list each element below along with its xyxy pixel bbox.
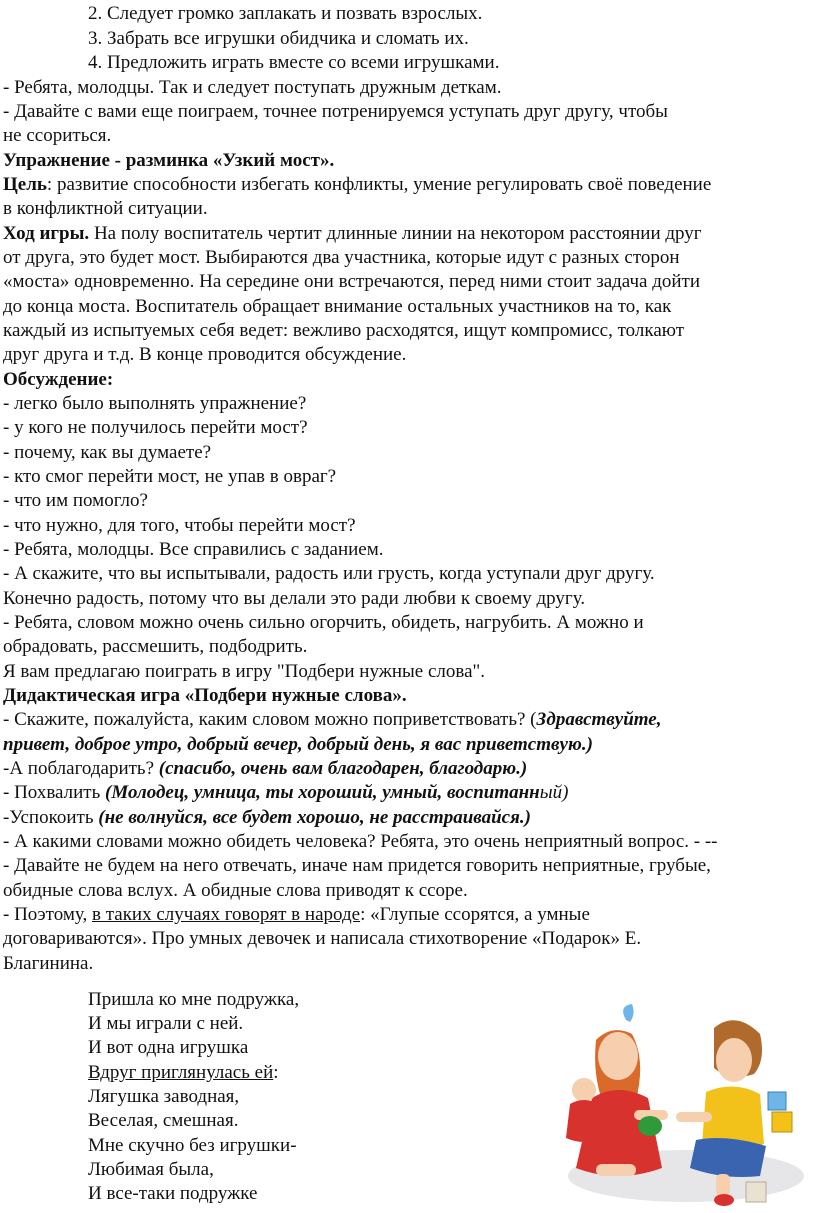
discussion-line: обрадовать, рассмешить, подбодрить.: [3, 636, 308, 657]
answer-line: привет, доброе утро, добрый вечер, добрый день, я вас приветствую.): [3, 734, 593, 755]
proverb-rest: : «Глупые ссорятся, а умные: [360, 904, 590, 925]
discussion-line: - почему, как вы думаете?: [3, 442, 212, 463]
course-line: до конца моста. Воспитатель обращает внимание остальных участников на то, как: [3, 296, 672, 317]
game-question-thank: [3, 757, 527, 781]
shoe: [714, 1194, 734, 1206]
course-line: «моста» одновременно. На середине они встречаются, перед ними стоит задача дойти: [3, 271, 701, 292]
question-text: -А поблагодарить?: [3, 758, 159, 779]
discussion-line: - у кого не получилось перейти мост?: [3, 417, 308, 438]
answer-text: (Молодец, умница, ты хороший, умный, воспитанн: [105, 782, 540, 803]
jeans: [690, 1138, 766, 1177]
course-text: На полу воспитатель чертит длинные линии на некотором расстоянии друг: [89, 223, 702, 244]
girls-playing-illustration: [556, 1000, 808, 1210]
question-text: -Успокоить: [3, 807, 99, 828]
poem-line: Любимая была,: [88, 1159, 214, 1180]
paragraph-line: договариваются». Про умных девочек и написала стихотворение «Подарок» Е.: [3, 928, 642, 949]
answer-text: (не волнуйся, все будет хорошо, не расстраивайся.): [98, 807, 531, 828]
legs: [596, 1164, 636, 1176]
paragraph-line: - А какими словами можно обидеть человека? Ребята, это очень неприятный вопрос. - --: [3, 831, 718, 852]
goal-line: [3, 173, 711, 197]
discussion-line: - Ребята, молодцы. Все справились с заданием.: [3, 539, 384, 560]
frog-toy: [638, 1116, 662, 1136]
doll-toy: [566, 1078, 602, 1142]
proverb-prefix: - Поэтому,: [3, 904, 92, 925]
goal-label: Цель: [3, 174, 47, 195]
discussion-line: Конечно радость, потому что вы делали это ради любви к своему другу.: [3, 588, 586, 609]
exercise-title: Упражнение - разминка «Узкий мост».: [3, 150, 335, 171]
block: [772, 1112, 792, 1132]
list-item-4: 4. Предложить играть вместе со всеми игрушками.: [88, 52, 500, 73]
answer-text: (спасибо, очень вам благодарен, благодарю.): [158, 758, 528, 779]
paragraph-line: - Давайте не будем на него отвечать, иначе нам придется говорить неприятные, грубые,: [3, 855, 711, 876]
answer-text-tail: ый): [539, 782, 569, 803]
discussion-line: - легко было выполнять упражнение?: [3, 393, 307, 414]
doll-body: [566, 1100, 602, 1142]
discussion-line: - Ребята, словом можно очень сильно огорчить, обидеть, нагрубить. А можно и: [3, 612, 644, 633]
answer-text: Здравствуйте,: [536, 709, 662, 730]
question-text: - Похвалить: [3, 782, 106, 803]
hair-bow: [623, 1004, 634, 1022]
poem-line: [88, 1061, 279, 1085]
block: [768, 1092, 786, 1110]
list-item-2: 2. Следует громко заплакать и позвать взрослых.: [88, 3, 483, 24]
poem-underlined: Вдруг приглянулась ей: [88, 1062, 274, 1083]
doll-head: [572, 1078, 596, 1102]
course-line: [3, 222, 702, 246]
paragraph-line: Благинина.: [3, 953, 94, 974]
poem-line: Веселая, смешная.: [88, 1110, 239, 1131]
discussion-line: - кто смог перейти мост, не упав в овраг?: [3, 466, 337, 487]
course-label: Ход игры.: [3, 223, 90, 244]
face: [598, 1032, 638, 1080]
course-line: каждый из испытуемых себя ведет: вежливо расходятся, ищут компромисс, толкают: [3, 320, 685, 341]
course-line: друг друга и т.д. В конце проводится обсуждение.: [3, 344, 407, 365]
paragraph-line: обидные слова вслух. А обидные слова приводят к ссоре.: [3, 880, 468, 901]
goal-text: : развитие способности избегать конфликты, умение регулировать своё поведение: [46, 174, 712, 195]
paragraph-line: - Давайте с вами еще поиграем, точнее потренируемся уступать друг другу, чтобы: [3, 101, 668, 122]
poem-line: Мне скучно без игрушки-: [88, 1135, 297, 1156]
block: [746, 1182, 766, 1202]
discussion-line: Я вам предлагаю поиграть в игру "Подбери нужные слова".: [3, 661, 486, 682]
poem-line: Пришла ко мне подружка,: [88, 989, 300, 1010]
goal-line-2: в конфликтной ситуации.: [3, 198, 208, 219]
poem-line: Лягушка заводная,: [88, 1086, 240, 1107]
discussion-title: Обсуждение:: [3, 369, 114, 390]
paragraph-line: - Ребята, молодцы. Так и следует поступать дружным деткам.: [3, 77, 502, 98]
discussion-line: - А скажите, что вы испытывали, радость или грусть, когда уступали друг другу.: [3, 563, 655, 584]
face: [716, 1038, 752, 1082]
proverb-underlined: в таких случаях говорят в народе: [92, 904, 361, 925]
arm: [676, 1112, 712, 1122]
game-question-praise: [3, 781, 568, 805]
poem-punct: :: [273, 1062, 279, 1083]
poem-line: И вот одна игрушка: [88, 1037, 249, 1058]
game-title: Дидактическая игра «Подбери нужные слова».: [3, 685, 407, 706]
game-question-greet: [3, 708, 662, 732]
poem-line: И все-таки подружке: [88, 1183, 258, 1204]
leg: [716, 1174, 730, 1196]
poem-line: И мы играли с ней.: [88, 1013, 244, 1034]
proverb-line: [3, 903, 590, 927]
paragraph-line: не ссориться.: [3, 125, 112, 146]
discussion-line: - что нужно, для того, чтобы перейти мост?: [3, 515, 356, 536]
discussion-line: - что им помогло?: [3, 490, 148, 511]
course-line: от друга, это будет мост. Выбираются два участника, которые идут с разных сторон: [3, 247, 680, 268]
question-text: - Скажите, пожалуйста, каким словом можно поприветствовать? (: [3, 709, 537, 730]
list-item-3: 3. Забрать все игрушки обидчика и сломать их.: [88, 28, 469, 49]
game-question-calm: [3, 806, 531, 830]
